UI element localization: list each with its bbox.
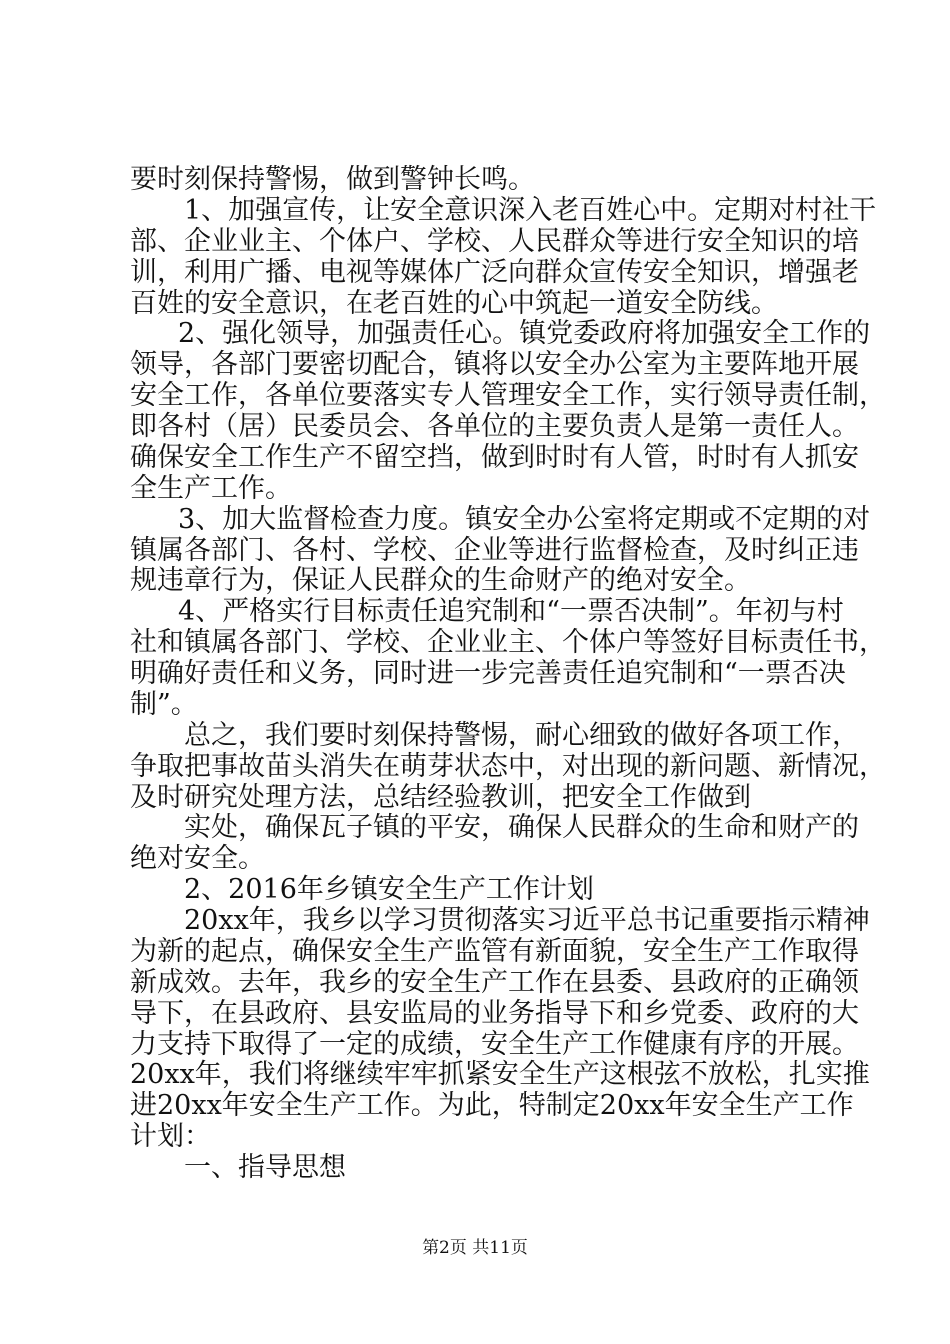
text-line: 社和镇属各部门、学校、企业业主、个体户等签好目标责任书，	[130, 627, 886, 658]
text-line: 镇属各部门、各村、学校、企业等进行监督检查，及时纠正违	[130, 535, 859, 566]
text-line: 百姓的安全意识，在老百姓的心中筑起一道安全防线。	[130, 288, 778, 319]
text-line: 力支持下取得了一定的成绩，安全生产工作健康有序的开展。	[130, 1029, 859, 1060]
text-line: 1、加强宣传，让安全意识深入老百姓心中。定期对村社干	[184, 195, 877, 226]
text-line: 3、加大监督检查力度。镇安全办公室将定期或不定期的对	[178, 504, 871, 535]
text-line: 部、企业业主、个体户、学校、人民群众等进行安全知识的培	[130, 226, 859, 257]
text-line: 确保安全工作生产不留空挡，做到时时有人管，时时有人抓安	[130, 442, 859, 473]
page-footer: 第2页 共11页	[422, 1238, 528, 1258]
text-line: 4、严格实行目标责任追究制和“一票否决制”。年初与村	[178, 596, 844, 627]
text-line: 制”。	[130, 689, 198, 720]
text-line: 实处，确保瓦子镇的平安，确保人民群众的生命和财产的	[184, 812, 859, 843]
text-line: 全生产工作。	[130, 473, 292, 504]
text-line: 计划：	[130, 1121, 211, 1152]
section-heading: 一、指导思想	[184, 1152, 346, 1183]
section-heading: 2、2016年乡镇安全生产工作计划	[184, 874, 594, 905]
text-line: 明确好责任和义务，同时进一步完善责任追究制和“一票否决	[130, 658, 846, 689]
text-line: 领导，各部门要密切配合，镇将以安全办公室为主要阵地开展	[130, 349, 859, 380]
text-line: 争取把事故苗头消失在萌芽状态中，对出现的新问题、新情况，	[130, 751, 886, 782]
text-line: 安全工作，各单位要落实专人管理安全工作，实行领导责任制，	[130, 380, 886, 411]
text-line: 总之，我们要时刻保持警惕，耐心细致的做好各项工作，	[184, 720, 859, 751]
text-line: 新成效。去年，我乡的安全生产工作在县委、县政府的正确领	[130, 967, 859, 998]
text-line: 2、强化领导，加强责任心。镇党委政府将加强安全工作的	[178, 318, 871, 349]
text-line: 绝对安全。	[130, 843, 265, 874]
text-line: 为新的起点，确保安全生产监管有新面貌，安全生产工作取得	[130, 936, 859, 967]
text-line: 要时刻保持警惕，做到警钟长鸣。	[130, 164, 535, 195]
text-line: 20xx年，我乡以学习贯彻落实习近平总书记重要指示精神	[184, 905, 870, 936]
text-line: 进20xx年安全生产工作。为此，特制定20xx年安全生产工作	[130, 1090, 854, 1121]
text-line: 训，利用广播、电视等媒体广泛向群众宣传安全知识，增强老	[130, 257, 859, 288]
text-line: 即各村（居）民委员会、各单位的主要负责人是第一责任人。	[130, 411, 859, 442]
text-line: 及时研究处理方法，总结经验教训，把安全工作做到	[130, 782, 751, 813]
text-line: 规违章行为，保证人民群众的生命财产的绝对安全。	[130, 565, 751, 596]
text-line: 导下，在县政府、县安监局的业务指导下和乡党委、政府的大	[130, 998, 859, 1029]
text-line: 20xx年，我们将继续牢牢抓紧安全生产这根弦不放松，扎实推	[130, 1059, 870, 1090]
